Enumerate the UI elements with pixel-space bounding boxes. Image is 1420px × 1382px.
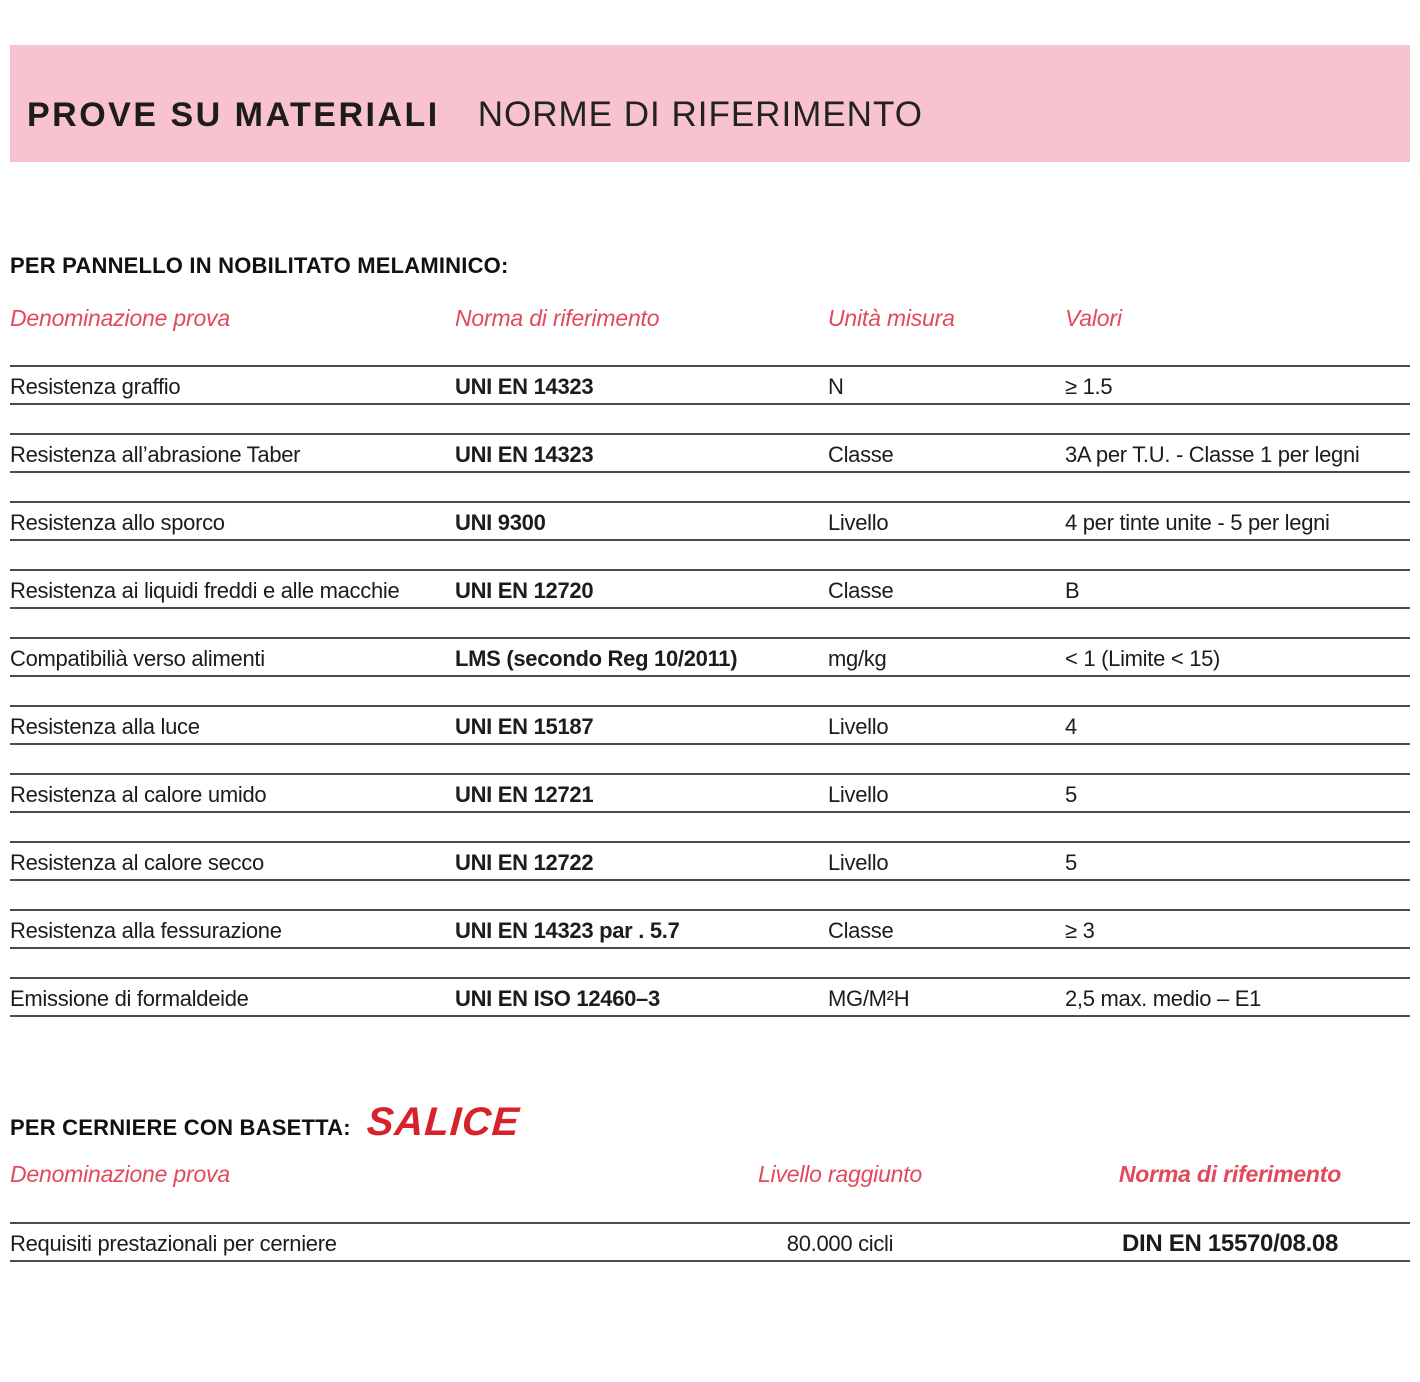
table-row [10, 977, 1410, 1017]
table-row [10, 773, 1410, 813]
section-pannello-melaminico [10, 253, 1410, 1017]
cell-unita: mg/kg [828, 646, 887, 671]
section2-column-headers [10, 1161, 1410, 1188]
cell-norma: UNI EN 14323 [455, 442, 594, 467]
table-row [10, 637, 1410, 677]
cell-unita: Livello [828, 782, 889, 807]
col-header-denominazione-prova: Denominazione prova [10, 305, 230, 331]
cell-unita: Livello [828, 510, 889, 535]
cell-norma: LMS (secondo Reg 10/2011) [455, 646, 738, 671]
cell-valori: ≥ 1.5 [1065, 374, 1113, 399]
cell-valori: 5 [1065, 782, 1077, 807]
table-row [10, 569, 1410, 609]
cell-norma: DIN EN 15570/08.08 [1121, 1230, 1339, 1257]
section2-table [10, 1222, 1410, 1262]
salice-logo: SALICE [365, 1100, 521, 1144]
cell-valori: 3A per T.U. - Classe 1 per legni [1065, 442, 1360, 467]
table-row [10, 365, 1410, 405]
cell-unita: Classe [828, 442, 894, 467]
cell-valori: < 1 (Limite < 15) [1065, 646, 1221, 671]
title-banner [10, 45, 1410, 162]
cell-unita: Livello [828, 850, 889, 875]
banner-title: PROVE SU MATERIALI [27, 96, 440, 134]
col-header-valori: Valori [1065, 305, 1122, 331]
section2-heading-row [10, 1100, 1410, 1146]
cell-unita: N [828, 374, 844, 399]
cell-prova: Requisiti prestazionali per cerniere [10, 1231, 337, 1256]
table-row [10, 909, 1410, 949]
cell-livello: 80.000 cicli [786, 1231, 894, 1256]
cell-norma: UNI EN 14323 [455, 374, 594, 399]
col-header-norma-riferimento: Norma di riferimento [1118, 1161, 1342, 1187]
cell-valori: B [1065, 578, 1080, 603]
cell-prova: Resistenza al calore secco [10, 850, 264, 875]
table-row [10, 1222, 1410, 1262]
cell-valori: 5 [1065, 850, 1077, 875]
table-row [10, 841, 1410, 881]
cell-prova: Emissione di formaldeide [10, 986, 249, 1011]
col-header-denominazione-prova: Denominazione prova [10, 1161, 230, 1187]
cell-valori: 4 per tinte unite - 5 per legni [1065, 510, 1330, 535]
cell-unita: Classe [828, 578, 894, 603]
cell-prova: Resistenza alla luce [10, 714, 200, 739]
cell-norma: UNI EN 12721 [455, 782, 594, 807]
cell-norma: UNI EN 12720 [455, 578, 594, 603]
col-header-unita-misura: Unità misura [828, 305, 955, 331]
cell-valori: 4 [1065, 714, 1077, 739]
section-cerniere [10, 1100, 1410, 1262]
col-header-livello-raggiunto: Livello raggiunto [757, 1161, 923, 1187]
cell-prova: Resistenza all’abrasione Taber [10, 442, 301, 467]
section1-column-headers [10, 305, 1410, 332]
cell-unita: MG/M²H [828, 986, 910, 1011]
cell-norma: UNI EN 15187 [455, 714, 594, 739]
cell-norma: UNI EN ISO 12460–3 [455, 986, 660, 1011]
table-row [10, 501, 1410, 541]
cell-prova: Resistenza graffio [10, 374, 181, 399]
cell-norma: UNI EN 14323 par . 5.7 [455, 918, 680, 943]
cell-prova: Resistenza al calore umido [10, 782, 267, 807]
section2-heading: PER CERNIERE CON BASETTA: [10, 1115, 351, 1140]
table-row [10, 705, 1410, 745]
section1-heading: PER PANNELLO IN NOBILITATO MELAMINICO: [10, 253, 509, 278]
cell-norma: UNI 9300 [455, 510, 546, 535]
cell-valori: 2,5 max. medio – E1 [1065, 986, 1262, 1011]
cell-prova: Resistenza ai liquidi freddi e alle macchie [10, 578, 400, 603]
col-header-norma-riferimento: Norma di riferimento [455, 305, 660, 331]
cell-prova: Resistenza allo sporco [10, 510, 225, 535]
cell-prova: Compatibilià verso alimenti [10, 646, 265, 671]
cell-prova: Resistenza alla fessurazione [10, 918, 282, 943]
cell-unita: Classe [828, 918, 894, 943]
banner-subtitle: NORME DI RIFERIMENTO [477, 95, 923, 134]
table-row [10, 433, 1410, 473]
cell-unita: Livello [828, 714, 889, 739]
cell-valori: ≥ 3 [1065, 918, 1095, 943]
section1-table [10, 365, 1410, 1017]
cell-norma: UNI EN 12722 [455, 850, 594, 875]
